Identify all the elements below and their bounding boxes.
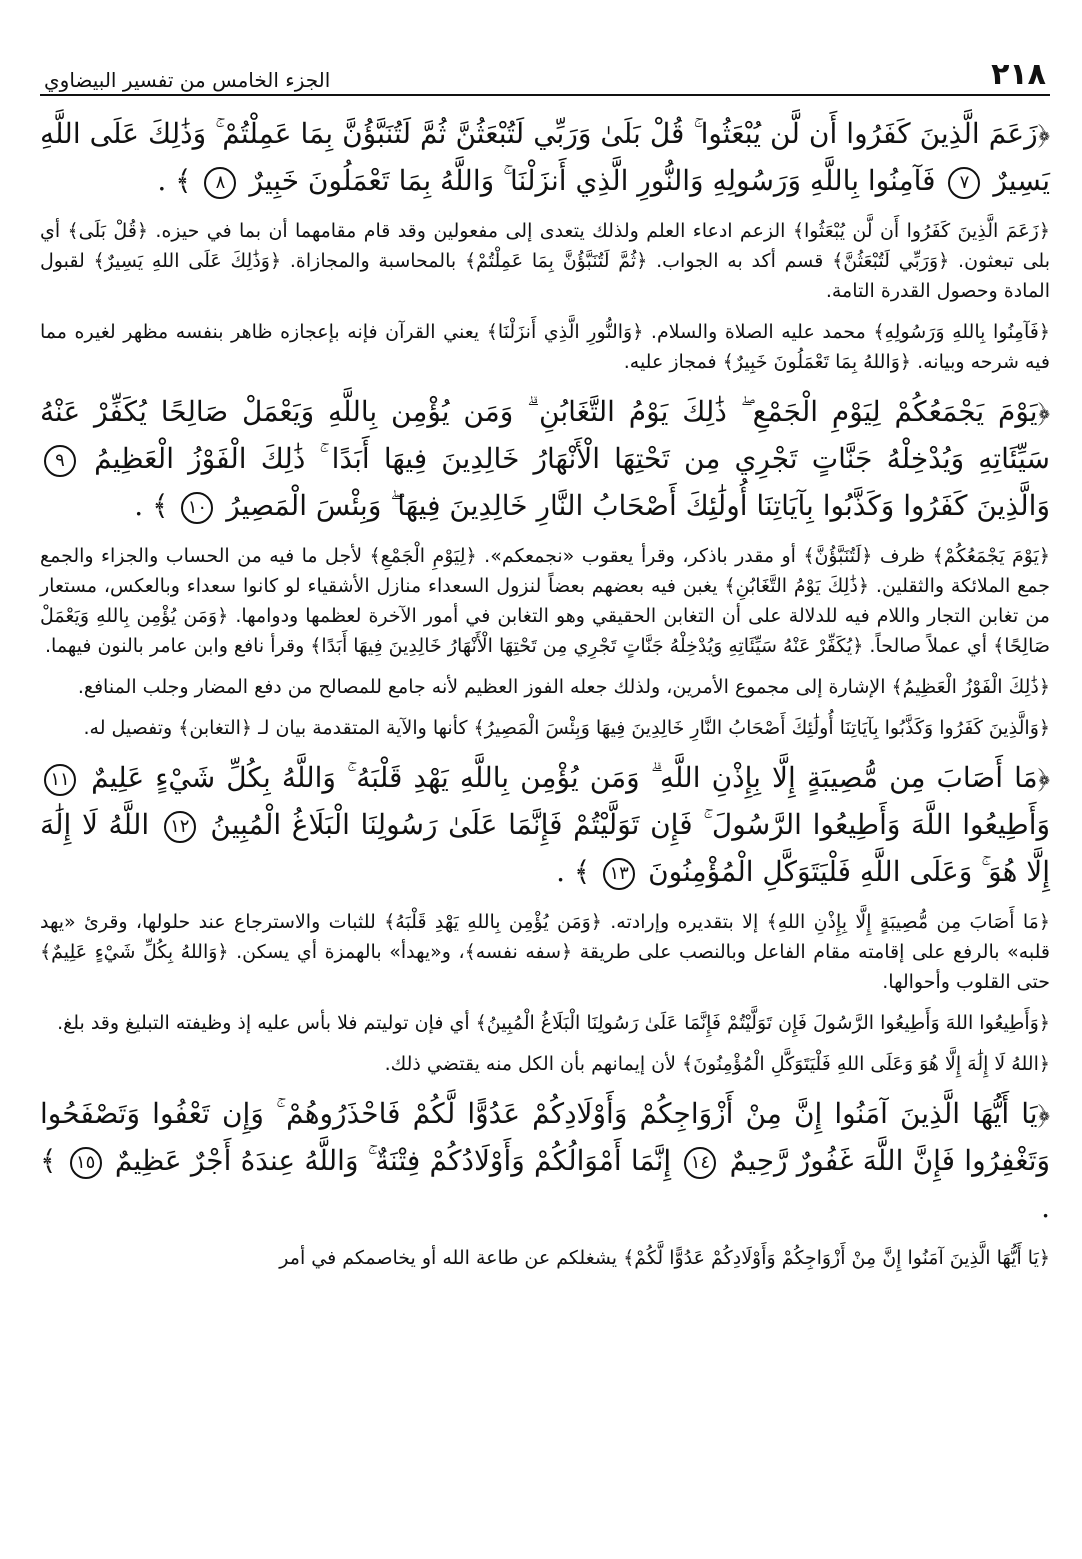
running-title: الجزء الخامس من تفسير البيضاوي [44, 68, 331, 92]
quran-verse-block: ﴿مَا أَصَابَ مِن مُّصِيبَةٍ إِلَّا بِإِذْنِ اللَّهِ ۗ وَمَن يُؤْمِن بِاللَّهِ يَهْدِ قَلْبَهُ ۚ وَاللَّهُ بِكُلِّ شَيْءٍ عَلِيمٌ ١١ وَأَطِيعُوا اللَّهَ وَأَطِيعُوا الرَّسُولَ ۚ فَإِن تَوَلَّيْتُمْ فَإِنَّمَا عَلَىٰ رَسُولِنَا الْبَلَاغُ الْمُبِينُ ١٢ اللَّهُ لَا إِلَٰهَ إِلَّا هُوَ ۚ وَعَلَى اللَّهِ فَلْيَتَوَكَّلِ الْمُؤْمِنُونَ ١٣ ﴾ . [40, 761, 1051, 888]
page-content [40, 96, 1050, 1273]
verse-number-marker: ١١ [44, 764, 76, 796]
quran-verse-block: ﴿يَا أَيُّهَا الَّذِينَ آمَنُوا إِنَّ مِنْ أَزْوَاجِكُمْ وَأَوْلَادِكُمْ عَدُوًّا لَّكُمْ فَاحْذَرُوهُمْ ۚ وَإِن تَعْفُوا وَتَصْفَحُوا وَتَغْفِرُوا فَإِنَّ اللَّهَ غَفُورٌ رَّحِيمٌ ١٤ إِنَّمَا أَمْوَالُكُمْ وَأَوْلَادُكُمْ فِتْنَةٌ ۚ وَاللَّهُ عِندَهُ أَجْرٌ عَظِيمٌ ١٥ ﴾ . [40, 1097, 1051, 1224]
book-page [40, 50, 1050, 1530]
verse-number-marker: ٩ [44, 445, 76, 477]
quran-verse-block: ﴿يَوْمَ يَجْمَعُكُمْ لِيَوْمِ الْجَمْعِ ۖ ذَٰلِكَ يَوْمُ التَّغَابُنِ ۗ وَمَن يُؤْمِن بِاللَّهِ وَيَعْمَلْ صَالِحًا يُكَفِّرْ عَنْهُ سَيِّئَاتِهِ وَيُدْخِلْهُ جَنَّاتٍ تَجْرِي مِن تَحْتِهَا الْأَنْهَارُ خَالِدِينَ فِيهَا أَبَدًا ۚ ذَٰلِكَ الْفَوْزُ الْعَظِيمُ ٩ وَالَّذِينَ كَفَرُوا وَكَذَّبُوا بِآيَاتِنَا أُولَٰئِكَ أَصْحَابُ النَّارِ خَالِدِينَ فِيهَا ۖ وَبِئْسَ الْمَصِيرُ ١٠ ﴾ . [40, 395, 1050, 522]
quran-verse-block: ﴿زَعَمَ الَّذِينَ كَفَرُوا أَن لَّن يُبْعَثُوا ۚ قُلْ بَلَىٰ وَرَبِّي لَتُبْعَثُنَّ ثُمَّ لَتُنَبَّؤُنَّ بِمَا عَمِلْتُمْ ۚ وَذَٰلِكَ عَلَى اللَّهِ يَسِيرٌ ٧ فَآمِنُوا بِاللَّهِ وَرَسُولِهِ وَالنُّورِ الَّذِي أَنزَلْنَا ۚ وَاللَّهُ بِمَا تَعْمَلُونَ خَبِيرٌ ٨ ﴾ . [40, 117, 1050, 197]
tafsir-paragraph: ﴿وَالَّذِينَ كَفَرُوا وَكَذَّبُوا بِآيَاتِنَا أُولَٰئِكَ أَصْحَابُ النَّارِ خَالِدِينَ فِيهَا وَبِئْسَ الْمَصِيرُ﴾ كأنها والآية المتقدمة بيان لـ ﴿التغابن﴾ وتفصيل له. [83, 717, 1050, 739]
verse-number-marker: ١٤ [684, 1147, 716, 1179]
tafsir-paragraph: ﴿اللهُ لَا إِلَٰهَ إِلَّا هُوَ وَعَلَى اللهِ فَلْيَتَوَكَّلِ الْمُؤْمِنُونَ﴾ لأن إيمانهم بأن الكل منه يقتضي ذلك. [384, 1053, 1050, 1075]
verse-number-marker: ١٢ [164, 811, 196, 843]
page-number: ٢١٨ [991, 57, 1046, 92]
verse-number-marker: ١٣ [603, 858, 635, 890]
tafsir-paragraph: ﴿ذَٰلِكَ الْفَوْزُ الْعَظِيمُ﴾ الإشارة إلى مجموع الأمرين، ولذلك جعله الفوز العظيم لأنه جامع للمصالح من دفع المضار وجلب المنافع. [77, 676, 1050, 698]
tafsir-paragraph: ﴿زَعَمَ الَّذِينَ كَفَرُوا أَن لَّن يُبْعَثُوا﴾ الزعم ادعاء العلم ولذلك يتعدى إلى مفعولين وقد قام مقامهما أن بما في حيزه. ﴿قُلْ بَلَى﴾ أي بلى تبعثون. ﴿وَرَبِّي لَتُبْعَثُنَّ﴾ قسم أكد به الجواب. ﴿ثُمَّ لَتُنَبَّؤُنَّ بِمَا عَمِلْتُمْ﴾ بالمحاسبة والمجازاة. ﴿وَذَٰلِكَ عَلَى اللهِ يَسِيرٌ﴾ لقبول المادة وحصول القدرة التامة. [40, 220, 1050, 302]
verse-number-marker: ٧ [948, 167, 980, 199]
tafsir-paragraph: ﴿وَأَطِيعُوا اللهَ وَأَطِيعُوا الرَّسُولَ فَإِن تَوَلَّيْتُمْ فَإِنَّمَا عَلَىٰ رَسُولِنَا الْبَلَاغُ الْمُبِينُ﴾ أي فإن توليتم فلا بأس عليه إذ وظيفته التبليغ وقد بلغ. [57, 1012, 1050, 1034]
tafsir-paragraph: ﴿مَا أَصَابَ مِن مُّصِيبَةٍ إِلَّا بِإِذْنِ اللهِ﴾ إلا بتقديره وإرادته. ﴿وَمَن يُؤْمِن بِاللهِ يَهْدِ قَلْبَهُ﴾ للثبات والاسترجاع عند حلولها، وقرئ «يهد قلبه» بالرفع على إقامته مقام الفاعل وبالنصب على طريقة ﴿سفه نفسه﴾، و«يهدأ» بالهمزة أي يسكن. ﴿وَاللهُ بِكُلِّ شَيْءٍ عَلِيمٌ﴾ حتى القلوب وأحوالها. [40, 911, 1050, 993]
tafsir-paragraph: ﴿يَا أَيُّهَا الَّذِينَ آمَنُوا إِنَّ مِنْ أَزْوَاجِكُمْ وَأَوْلَادِكُمْ عَدُوًّا لَّكُمْ﴾ يشغلكم عن طاعة الله أو يخاصمكم في أمر [279, 1247, 1050, 1269]
running-header [40, 50, 1050, 96]
tafsir-paragraph: ﴿فَآمِنُوا بِاللهِ وَرَسُولِهِ﴾ محمد عليه الصلاة والسلام. ﴿وَالنُّورِ الَّذِي أَنزَلْنَا﴾ يعني القرآن فإنه بإعجازه ظاهر بنفسه مظهر لغيره مما فيه شرحه وبيانه. ﴿وَاللهُ بِمَا تَعْمَلُونَ خَبِيرٌ﴾ فمجاز عليه. [40, 321, 1050, 373]
verse-number-marker: ١٠ [181, 492, 213, 524]
verse-number-marker: ٨ [204, 167, 236, 199]
tafsir-paragraph: ﴿يَوْمَ يَجْمَعُكُمْ﴾ ظرف ﴿لَتُنَبَّؤُنَّ﴾ أو مقدر باذكر، وقرأ يعقوب «نجمعكم». ﴿لِيَوْمِ الْجَمْعِ﴾ لأجل ما فيه من الحساب والجزاء والجمع جمع الملائكة والثقلين. ﴿ذَٰلِكَ يَوْمُ التَّغَابُنِ﴾ يغبن فيه بعضهم بعضاً لنزول السعداء منازل الأشقياء لو كانوا سعداء وبالعكس، مستعار من تغابن التجار واللام فيه للدلالة على أن التغابن الحقيقي وهو التغابن في أمور الآخرة لعظمها ودوامها. ﴿وَمَن يُؤْمِن بِاللهِ وَيَعْمَلْ صَالِحًا﴾ أي عملاً صالحاً. ﴿يُكَفِّرْ عَنْهُ سَيِّئَاتِهِ وَيُدْخِلْهُ جَنَّاتٍ تَجْرِي مِن تَحْتِهَا الْأَنْهَارُ خَالِدِينَ فِيهَا أَبَدًا﴾ وقرأ نافع وابن عامر بالنون فيهما. [40, 545, 1050, 657]
verse-number-marker: ١٥ [70, 1147, 102, 1179]
